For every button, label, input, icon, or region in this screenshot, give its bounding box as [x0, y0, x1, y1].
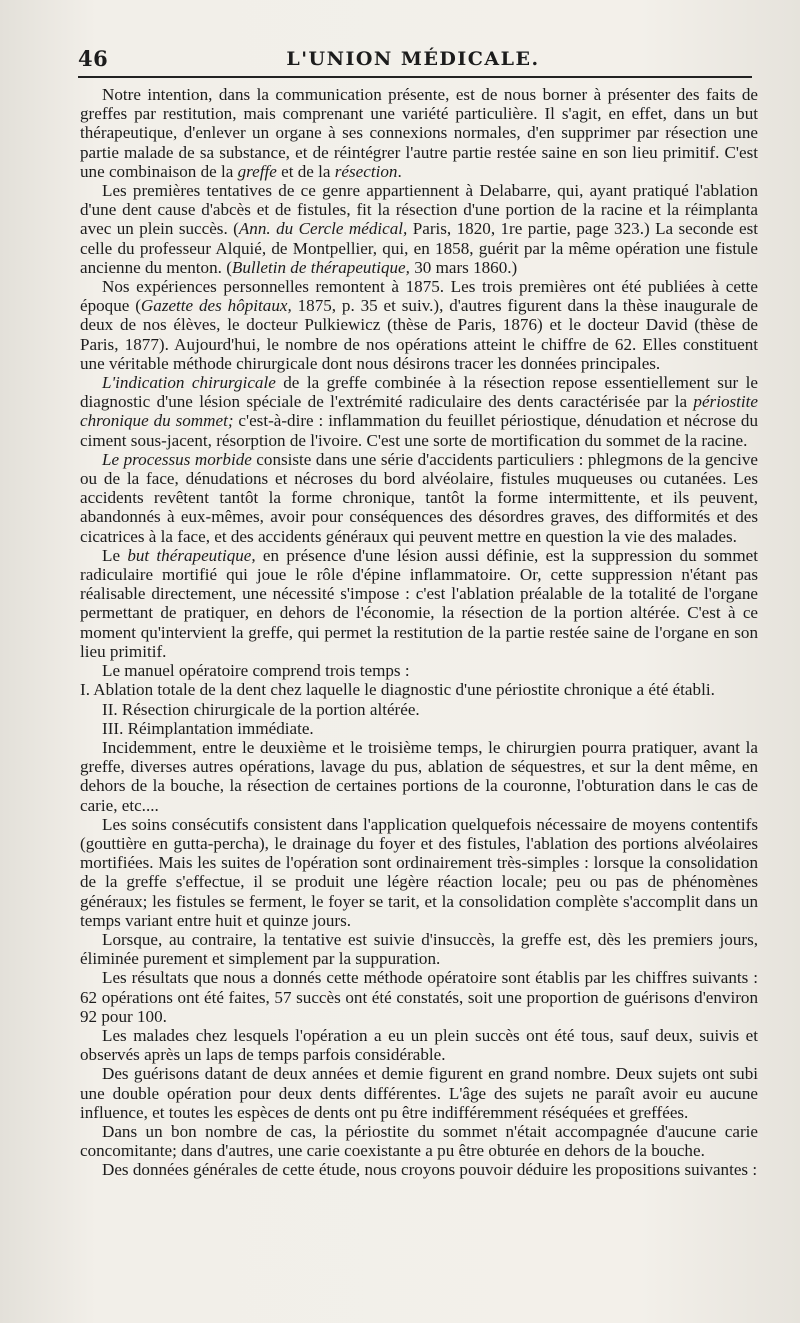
paragraph: Des guérisons datant de deux années et demie figurent en grand nombre. Deux sujets ont subi une double opération pour deux dents différentes. L'âge des sujets ne paraît avoir eu aucune influence, et toutes les espèces de dents ont pu être indifféremment réséquées et greffées.	[80, 1064, 758, 1122]
page-header	[78, 44, 748, 74]
paragraph: Incidemment, entre le deuxième et le troisième temps, le chirurgien pourra pratiquer, avant la greffe, diverses autres opérations, lavage du pus, ablation de séquestres, et sur la dent même, en dehors de la bouche, la résection de certaines portions de la couronne, l'obturation dans le cas de carie, etc....	[80, 737, 758, 815]
paragraph: Les premières tentatives de ce genre appartiennent à Delabarre, qui, ayant pratiqué l'ablation d'une dent cause d'abcès et de fistules, fit la résection d'une portion de la racine et la réimplanta avec un plein succès. (Ann. du Cercle médical, Paris, 1820, 1re partie, page 323.) La seconde est celle du professeur Alquié, de Montpellier, qui, en 1858, guérit par la même opération une fistule ancienne du menton. (Bulletin de thérapeutique, 30 mars 1860.)	[80, 181, 758, 277]
running-title: L'UNION MÉDICALE.	[286, 48, 540, 70]
paragraph: L'indication chirurgicale de la greffe combinée à la résection repose essentiellement sur le diagnostic d'une lésion spéciale de l'extrémité radiculaire des dents caractérisée par la périostite chronique du sommet; c'est-à-dire : inflammation du feuillet périostique, dénudation et nécrose du ciment sous-jacent, résorption de l'ivoire. C'est une sorte de mortification du sommet de la racine.	[80, 373, 758, 450]
list-item: II. Résection chirurgicale de la portion altérée.	[102, 699, 420, 719]
list-item: III. Réimplantation immédiate.	[102, 718, 314, 738]
list-item: I. Ablation totale de la dent chez laquelle le diagnostic d'une périostite chronique a été établi.	[80, 680, 715, 700]
article-body	[80, 85, 758, 1180]
paragraph: Le but thérapeutique, en présence d'une lésion aussi définie, est la suppression du sommet radiculaire mortifié qui joue le rôle d'épine inflammatoire. Or, cette suppression n'étant pas réalisable directement, une nécessité s'impose : c'est l'ablation préalable de la totalité de l'organe permettant de pratiquer, en dehors de l'économie, la résection de la portion altérée. C'est à ce moment qu'intervient la greffe, qui permet la restitution de la partie restée saine de l'organe en son lieu primitif.	[80, 545, 758, 661]
paragraph: Les malades chez lesquels l'opération a eu un plein succès ont été tous, sauf deux, suivis et observés après un laps de temps parfois considérable.	[80, 1025, 758, 1065]
paragraph: Le manuel opératoire comprend trois temps :	[102, 661, 410, 681]
paragraph: Nos expériences personnelles remontent à 1875. Les trois premières ont été publiées à cette époque (Gazette des hôpitaux, 1875, p. 35 et suiv.), d'autres figurent dans la thèse inaugurale de deux de nos élèves, le docteur Pulkiewicz (thèse de Paris, 1876) et le docteur David (thèse de Paris, 1877). Aujourd'hui, le nombre de nos opérations atteint le chiffre de 62. Elles constituent une véritable méthode chirurgicale dont nous désirons tracer les données principales.	[80, 277, 759, 373]
paragraph: Les résultats que nous a donnés cette méthode opératoire sont établis par les chiffres suivants : 62 opérations ont été faites, 57 succès ont été constatés, soit une proportion de guérisons d'environ 92 pour 100.	[80, 968, 758, 1026]
header-rule	[78, 76, 752, 78]
page-number: 46	[78, 46, 109, 71]
paragraph: Lorsque, au contraire, la tentative est suivie d'insuccès, la greffe est, dès les premiers jours, éliminée purement et simplement par la suppuration.	[80, 929, 758, 969]
paragraph: Dans un bon nombre de cas, la périostite du sommet n'était accompagnée d'aucune carie concomitante; dans d'autres, une carie coexistante a pu être obturée en dehors de la bouche.	[80, 1121, 758, 1161]
paragraph: Le processus morbide consiste dans une série d'accidents particuliers : phlegmons de la gencive ou de la face, dénudations et nécroses du bord alvéolaire, fistules muqueuses ou cutanées. Les accidents revêtent tantôt la forme chronique, tantôt la forme intermittente, et ils peuvent, abandonnés à eux-mêmes, avoir pour conséquences des désordres graves, des difformités et des cicatrices à la face, et des accidents généraux qui peuvent mettre en question la vie des malades.	[80, 449, 758, 546]
paragraph: Notre intention, dans la communication présente, est de nous borner à présenter des faits de greffes par restitution, mais comprenant une variété particulière. Il s'agit, en effet, dans un but thérapeutique, d'enlever un organe à ses connexions normales, d'en supprimer par résection une partie malade de sa substance, et de réintégrer l'autre partie restée saine en son lieu primitif. C'est une combinaison de la greffe et de la résection.	[80, 85, 758, 181]
paragraph: Les soins consécutifs consistent dans l'application quelquefois nécessaire de moyens contentifs (gouttière en gutta-percha), le drainage du foyer et des fistules, l'ablation des portions alvéolaires mortifiées. Mais les suites de l'opération sont ordinairement très-simples : lorsque la consolidation de la greffe s'effectue, il se produit une légère réaction locale; peu ou pas de phénomènes généraux; les fistules se ferment, le foyer se tarit, et la consolidation complète s'accomplit dans un temps variant entre huit et quinze jours.	[80, 814, 758, 930]
paragraph: Des données générales de cette étude, nous croyons pouvoir déduire les propositions suivantes :	[102, 1160, 758, 1180]
